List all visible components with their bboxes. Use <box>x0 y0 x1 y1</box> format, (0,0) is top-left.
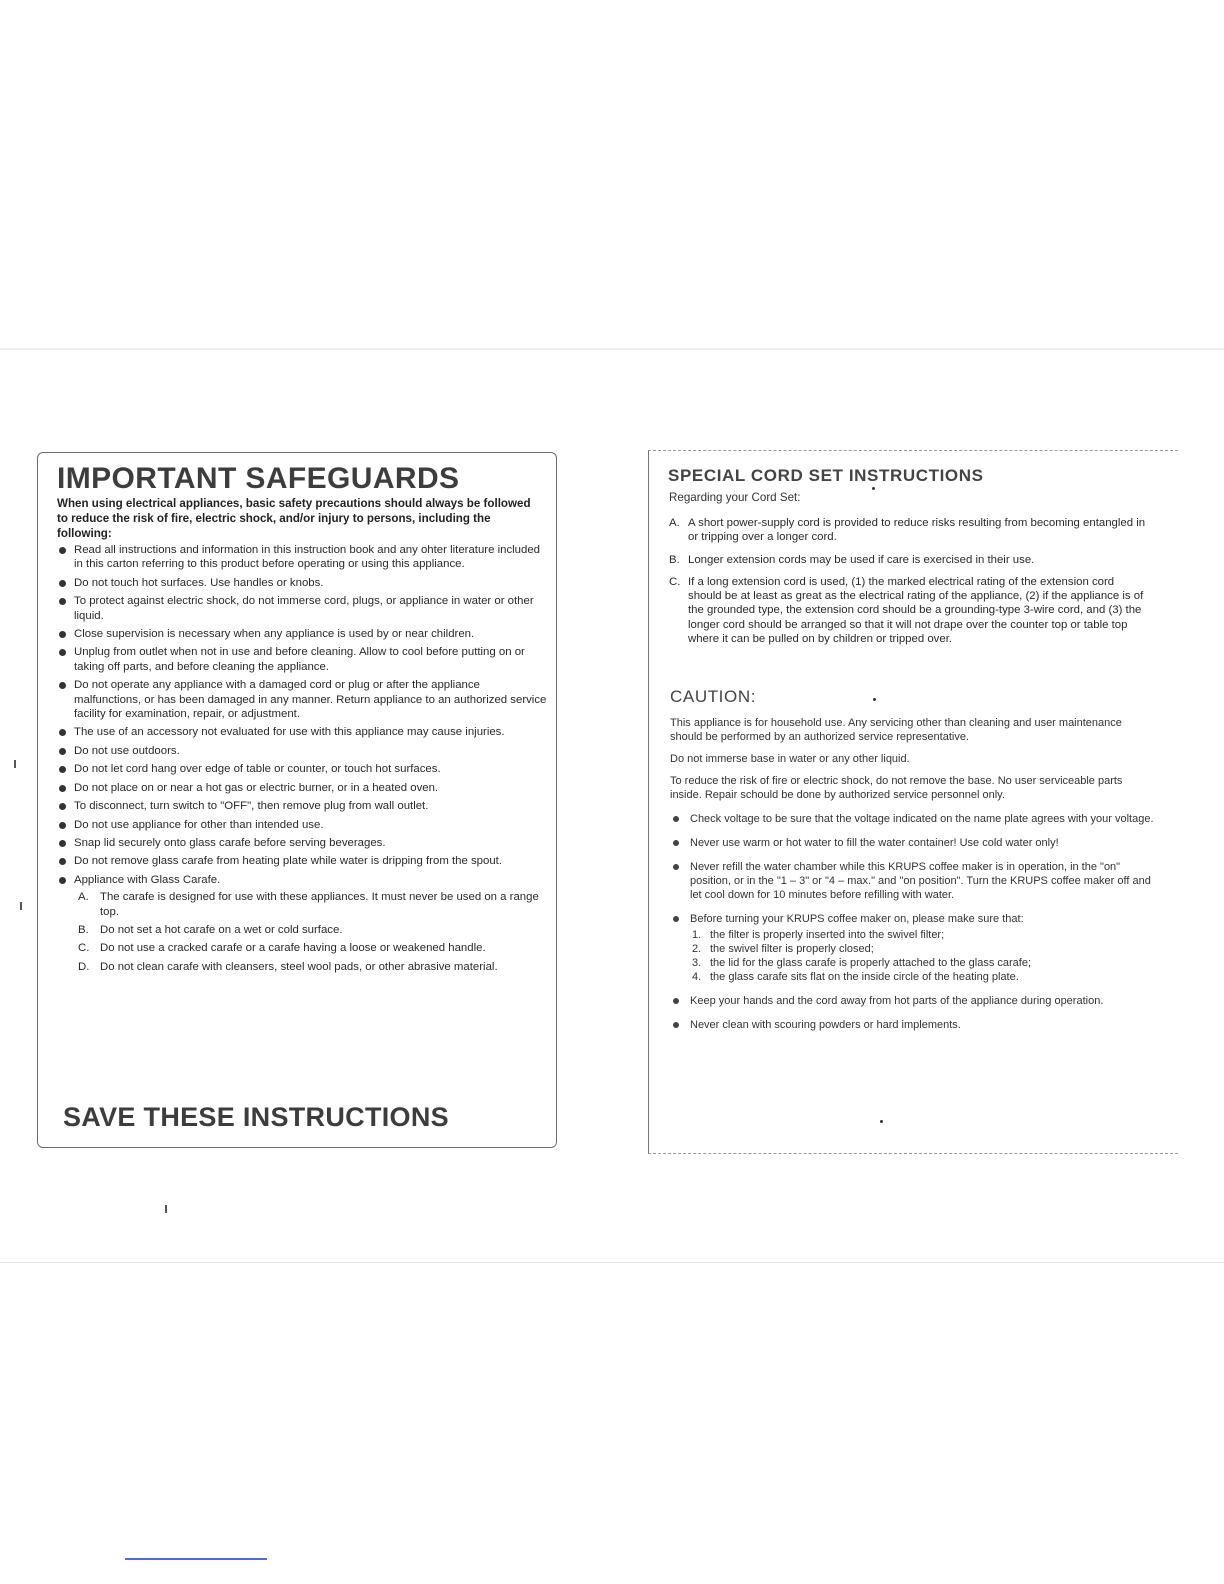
caution-paragraph: This appliance is for household use. Any servicing other than cleaning and user maintenance should be performed by an authorized service representative. <box>670 717 1122 743</box>
list-item: Never clean with scouring powders or hard implements. <box>670 1018 1155 1032</box>
bullet-icon <box>673 816 679 822</box>
scan-speck <box>20 902 22 910</box>
caution-list <box>670 812 1155 1042</box>
carafe-sublist <box>74 890 547 974</box>
list-item: Do not use appliance for other than intended use. <box>57 818 547 832</box>
list-item: The use of an accessory not evaluated for use with this appliance may cause injuries. <box>57 725 547 739</box>
scan-speck <box>880 1120 883 1123</box>
bullet-icon <box>673 840 679 846</box>
check-item: 3. the lid for the glass carafe is properly attached to the glass carafe; <box>692 957 1032 969</box>
caution-paragraph: To reduce the risk of fire or electric shock, do not remove the base. No user serviceable parts inside. Repair schould be done by authorized service personnel only. <box>670 775 1123 801</box>
list-item: Before turning your KRUPS coffee maker on, please make sure that: 1. the filter is properly inserted into the swivel filter; 2. the swivel filter is properly closed; 3. the lid for the glass carafe is properly attached to the glass carafe; 4. the glass carafe sits flat on the inside circle of the heating plate. <box>670 912 1155 984</box>
check-item: 1. the filter is properly inserted into the swivel filter; <box>692 929 945 941</box>
cord-set-list <box>669 516 1149 654</box>
save-instructions-footer: SAVE THESE INSTRUCTIONS <box>63 1102 449 1132</box>
list-item: Never refill the water chamber while this KRUPS coffee maker is in operation, in the "on" position, or in the "1 – 3" or "4 – max." and "on position". Turn the KRUPS coffee maker off and let cool down for 10 minutes before refilling with water. <box>670 860 1155 902</box>
list-item: Appliance with Glass Carafe. A. The carafe is designed for use with these appliances. It must never be used on a range top. B. Do not set a hot carafe on a wet or cold surface. C. Do not use a cracked carafe or a carafe having a loose or weakened handle. D. Do not clean carafe with cleansers, steel wool pads, or other abrasive material. <box>57 873 547 974</box>
bullet-icon <box>59 858 66 865</box>
bullet-icon <box>59 598 66 605</box>
list-item: Close supervision is necessary when any appliance is used by or near children. <box>57 627 547 641</box>
list-item: Unplug from outlet when not in use and before cleaning. Allow to cool before putting on or taking off parts, and before cleaning the appliance. <box>57 645 547 674</box>
bullet-icon <box>59 877 66 884</box>
list-item: A. A short power-supply cord is provided to reduce risks resulting from becoming entangled in or tripping over a longer cord. <box>669 517 1146 544</box>
scan-speck <box>165 1205 167 1213</box>
bullet-icon <box>673 1022 679 1028</box>
list-item: B. Longer extension cords may be used if care is exercised in their use. <box>669 553 1035 566</box>
list-item: Do not use outdoors. <box>57 744 547 758</box>
bullet-icon <box>59 840 66 847</box>
bullet-icon <box>59 803 66 810</box>
sheet-fold-line <box>0 1262 1224 1263</box>
list-item: C. If a long extension cord is used, (1) the marked electrical rating of the extension cord should be at least as great as the electrical rating of the appliance, (2) if the appliance is of the grounded type, the extension cord should be a grounding-type 3-wire cord, and (3) the longer cord should be arranged so that it will not drape over the counter top or table top where it can be pulled on by children or tripped over. <box>669 575 1144 646</box>
list-item: To disconnect, turn switch to "OFF", then remove plug from wall outlet. <box>57 799 547 813</box>
bullet-icon <box>59 580 66 587</box>
cord-set-subtitle: Regarding your Cord Set: <box>669 491 801 504</box>
bullet-icon <box>59 649 66 656</box>
safeguards-intro: When using electrical appliances, basic safety precautions should always be followed to reduce the risk of fire, electric shock, and/or injury to persons, including the following: <box>57 497 531 540</box>
list-item: Check voltage to be sure that the voltage indicated on the name plate agrees with your voltage. <box>670 812 1155 826</box>
bullet-icon <box>673 916 679 922</box>
bullet-icon <box>59 682 66 689</box>
list-item: Keep your hands and the cord away from hot parts of the appliance during operation. <box>670 994 1155 1008</box>
list-item: Never use warm or hot water to fill the water container! Use cold water only! <box>670 836 1155 850</box>
bullet-icon <box>673 864 679 870</box>
caution-title: CAUTION: <box>670 687 757 706</box>
check-item: 4. the glass carafe sits flat on the inside circle of the heating plate. <box>692 971 1019 983</box>
bullet-icon <box>59 748 66 755</box>
bullet-icon <box>59 766 66 773</box>
bullet-icon <box>59 631 66 638</box>
bullet-icon <box>673 998 679 1004</box>
bullet-icon <box>59 547 66 554</box>
list-item: Do not operate any appliance with a damaged cord or plug or after the appliance malfunctions, or has been damaged in any manner. Return appliance to an authorized service facility for examination, repair, or adjustment. <box>57 678 547 721</box>
bullet-icon <box>59 729 66 736</box>
list-item: Do not let cord hang over edge of table or counter, or touch hot surfaces. <box>57 762 547 776</box>
bullet-icon <box>59 822 66 829</box>
list-item: Do not place on or near a hot gas or electric burner, or in a heated oven. <box>57 781 547 795</box>
cord-set-title: SPECIAL CORD SET INSTRUCTIONS <box>668 466 984 485</box>
list-item: Read all instructions and information in this instruction book and any ohter literature included in this carton referring to this product before operating or using this appliance. <box>57 543 547 572</box>
carafe-item: C. Do not use a cracked carafe or a carafe having a loose or weakened handle. <box>78 942 486 955</box>
scan-speck <box>873 698 876 701</box>
scan-speck <box>14 760 16 768</box>
safeguards-list <box>57 543 547 978</box>
scan-artifact-line <box>125 1558 267 1560</box>
bullet-icon <box>59 785 66 792</box>
list-item: Do not remove glass carafe from heating plate while water is dripping from the spout. <box>57 854 547 868</box>
list-item: To protect against electric shock, do not immerse cord, plugs, or appliance in water or other liquid. <box>57 594 547 623</box>
caution-paragraph: Do not immerse base in water or any other liquid. <box>670 753 910 765</box>
sheet-top-edge <box>0 348 1224 350</box>
carafe-item: A. The carafe is designed for use with these appliances. It must never be used on a range top. <box>78 891 539 918</box>
important-safeguards-title: IMPORTANT SAFEGUARDS <box>57 462 460 495</box>
scan-speck <box>872 487 875 490</box>
list-item: Snap lid securely onto glass carafe before serving beverages. <box>57 836 547 850</box>
list-item: Do not touch hot surfaces. Use handles or knobs. <box>57 576 547 590</box>
check-list <box>690 928 1155 984</box>
carafe-item: D. Do not clean carafe with cleansers, steel wool pads, or other abrasive material. <box>78 960 498 973</box>
carafe-item: B. Do not set a hot carafe on a wet or cold surface. <box>78 923 343 936</box>
check-item: 2. the swivel filter is properly closed; <box>692 943 874 955</box>
